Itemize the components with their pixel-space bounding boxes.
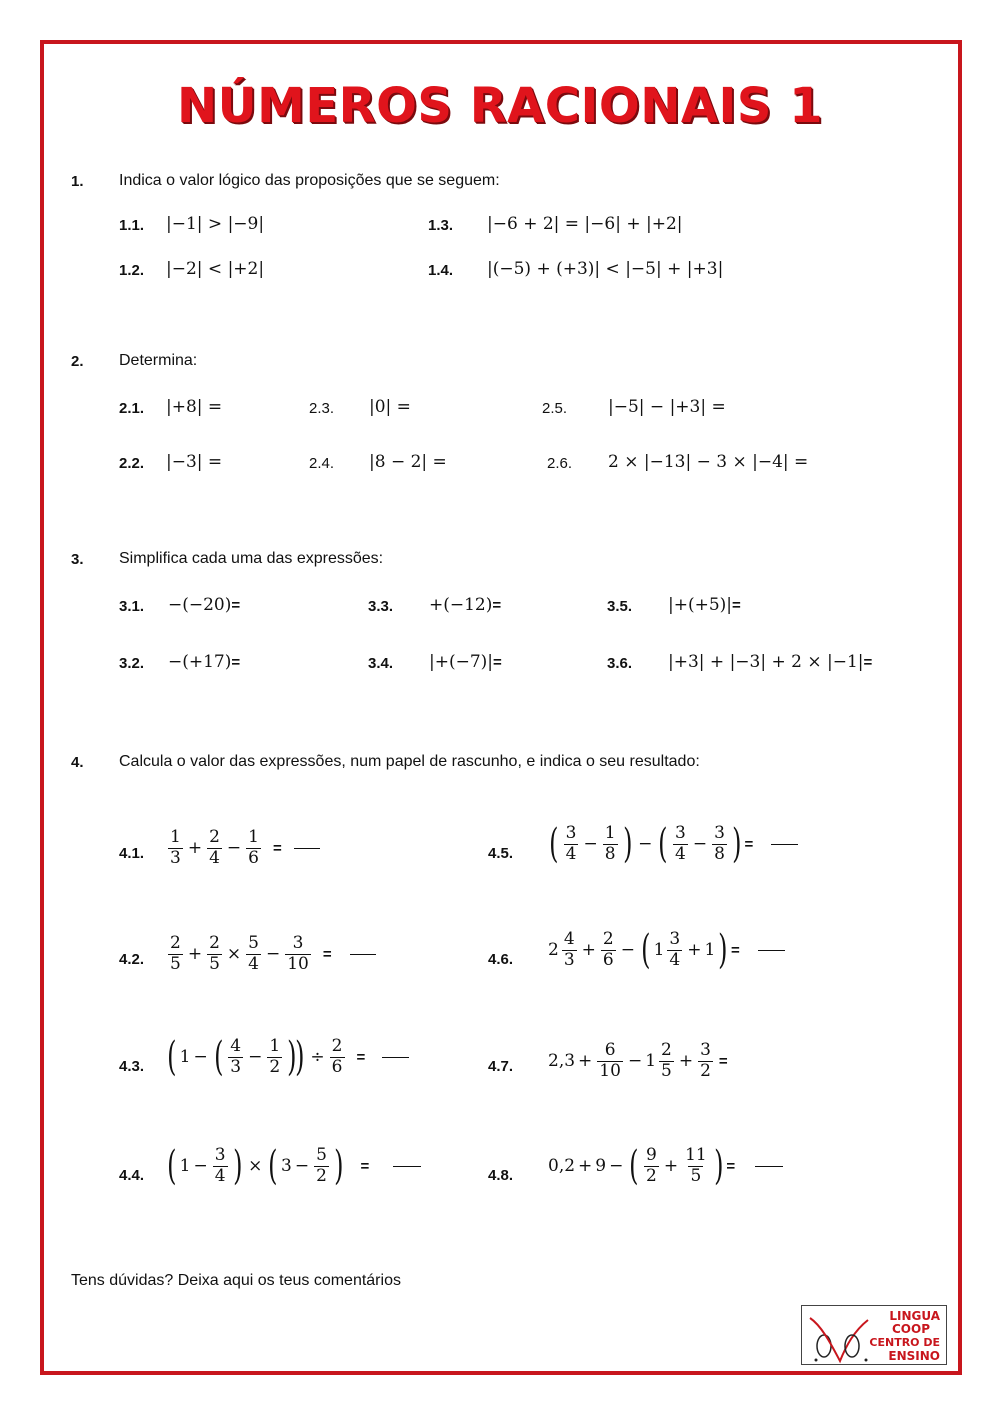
- logo-text-ensino: ENSINO: [888, 1349, 940, 1363]
- item-3-4-expression: |+(−7)|=: [429, 652, 502, 672]
- item-4-5-expression: ( $\frac{3}{4}$ − $\frac{1}{8}$ ) − ( $\frac{3}{4}$ − $\frac{3}{8}$ ) =: [546, 824, 798, 864]
- question-3-number: 3.: [71, 551, 84, 568]
- item-3-1-expression: −(−20)=: [168, 595, 241, 615]
- answer-line: [350, 954, 376, 955]
- item-4-6-label: 4.6.: [488, 951, 514, 968]
- item-2-6-label: 2.6.: [547, 455, 573, 472]
- lingua-coop-logo: [801, 1305, 947, 1365]
- item-3-1-label: 3.1.: [119, 598, 145, 615]
- question-3-text: Simplifica cada uma das expressões:: [119, 550, 384, 567]
- question-1-number: 1.: [71, 173, 84, 190]
- item-4-6-expression: 2 $\frac{4}{3}$ + $\frac{2}{6}$ − ( 1 $\frac{3}{4}$ + 1 ) =: [548, 930, 785, 970]
- answer-line: [771, 844, 798, 845]
- logo-text-centro: CENTRO DE: [869, 1336, 940, 1349]
- answer-line: [755, 1166, 783, 1167]
- item-2-4-label: 2.4.: [309, 455, 335, 472]
- item-2-3-label: 2.3.: [309, 400, 335, 417]
- item-2-6-expression: 2 × |−13| − 3 × |−4| =: [608, 452, 809, 472]
- item-3-2-label: 3.2.: [119, 655, 145, 672]
- page-title: NÚMEROS RACIONAIS 1: [176, 78, 824, 134]
- answer-line: [382, 1057, 409, 1058]
- question-2-text: Determina:: [119, 352, 198, 369]
- item-4-3-label: 4.3.: [119, 1058, 145, 1075]
- item-1-1-label: 1.1.: [119, 217, 145, 234]
- item-2-5-expression: |−5| − |+3| =: [608, 397, 726, 417]
- item-1-4-label: 1.4.: [428, 262, 454, 279]
- item-4-3-expression: ( 1 − ( $\frac{4}{3}$ − $\frac{1}{2}$ ) ) ÷ $\frac{2}{6}$ =: [164, 1037, 409, 1077]
- item-3-4-label: 3.4.: [368, 655, 394, 672]
- item-3-2-expression: −(+17)=: [168, 652, 241, 672]
- item-2-2-label: 2.2.: [119, 455, 145, 472]
- item-3-6-label: 3.6.: [607, 655, 633, 672]
- item-1-3-label: 1.3.: [428, 217, 454, 234]
- answer-line: [294, 848, 320, 849]
- item-2-5-label: 2.5.: [542, 400, 568, 417]
- item-4-8-label: 4.8.: [488, 1167, 514, 1184]
- item-4-1-expression: $\frac{1}{3}$ + $\frac{2}{4}$ − $\frac{1}{6}$ =: [166, 828, 320, 868]
- item-1-4-expression: |(−5) + (+3)| < |−5| + |+3|: [487, 259, 724, 279]
- comments-prompt: Tens dúvidas? Deixa aqui os teus comentários: [71, 1272, 401, 1289]
- item-2-1-expression: |+8| =: [166, 397, 223, 417]
- item-1-2-label: 1.2.: [119, 262, 145, 279]
- item-2-1-label: 2.1.: [119, 400, 145, 417]
- question-2-number: 2.: [71, 353, 84, 370]
- item-4-7-expression: 2,3 + $\frac{6}{10}$ − 1 $\frac{2}{5}$ + $\frac{3}{2}$ =: [548, 1040, 728, 1081]
- item-4-4-label: 4.4.: [119, 1167, 145, 1184]
- item-3-3-expression: +(−12)=: [429, 595, 502, 615]
- item-4-4-expression: ( 1 − $\frac{3}{4}$ ) × ( 3 − $\frac{5}{2}$ ) =: [164, 1146, 421, 1186]
- question-4-number: 4.: [71, 754, 84, 771]
- item-3-3-label: 3.3.: [368, 598, 394, 615]
- logo-text-lingua: LINGUA: [889, 1309, 940, 1323]
- item-1-3-expression: |−6 + 2| = |−6| + |+2|: [487, 214, 683, 234]
- item-4-5-label: 4.5.: [488, 845, 514, 862]
- item-4-2-label: 4.2.: [119, 951, 145, 968]
- item-4-2-expression: $\frac{2}{5}$ + $\frac{2}{5}$ × $\frac{5}{4}$ − $\frac{3}{10}$ =: [166, 934, 376, 974]
- logo-text-coop: COOP: [891, 1322, 930, 1336]
- item-2-4-expression: |8 − 2| =: [369, 452, 447, 472]
- item-1-1-expression: |−1| > |−9|: [166, 214, 265, 234]
- item-2-3-expression: |0| =: [369, 397, 411, 417]
- answer-line: [393, 1166, 421, 1167]
- item-2-2-expression: |−3| =: [166, 452, 223, 472]
- item-4-1-label: 4.1.: [119, 845, 145, 862]
- item-3-5-label: 3.5.: [607, 598, 633, 615]
- answer-line: [758, 950, 785, 951]
- question-1-text: Indica o valor lógico das proposições que se seguem:: [119, 172, 500, 189]
- item-3-6-expression: |+3| + |−3| + 2 × |−1|=: [668, 652, 873, 672]
- item-4-8-expression: 0,2 + 9 − ( $\frac{9}{2}$ + $\frac{11}{5}$ ) =: [548, 1146, 783, 1186]
- item-1-2-expression: |−2| < |+2|: [166, 259, 265, 279]
- item-4-7-label: 4.7.: [488, 1058, 514, 1075]
- item-3-5-expression: |+(+5)|=: [668, 595, 741, 615]
- question-4-text: Calcula o valor das expressões, num papel de rascunho, e indica o seu resultado:: [119, 753, 700, 770]
